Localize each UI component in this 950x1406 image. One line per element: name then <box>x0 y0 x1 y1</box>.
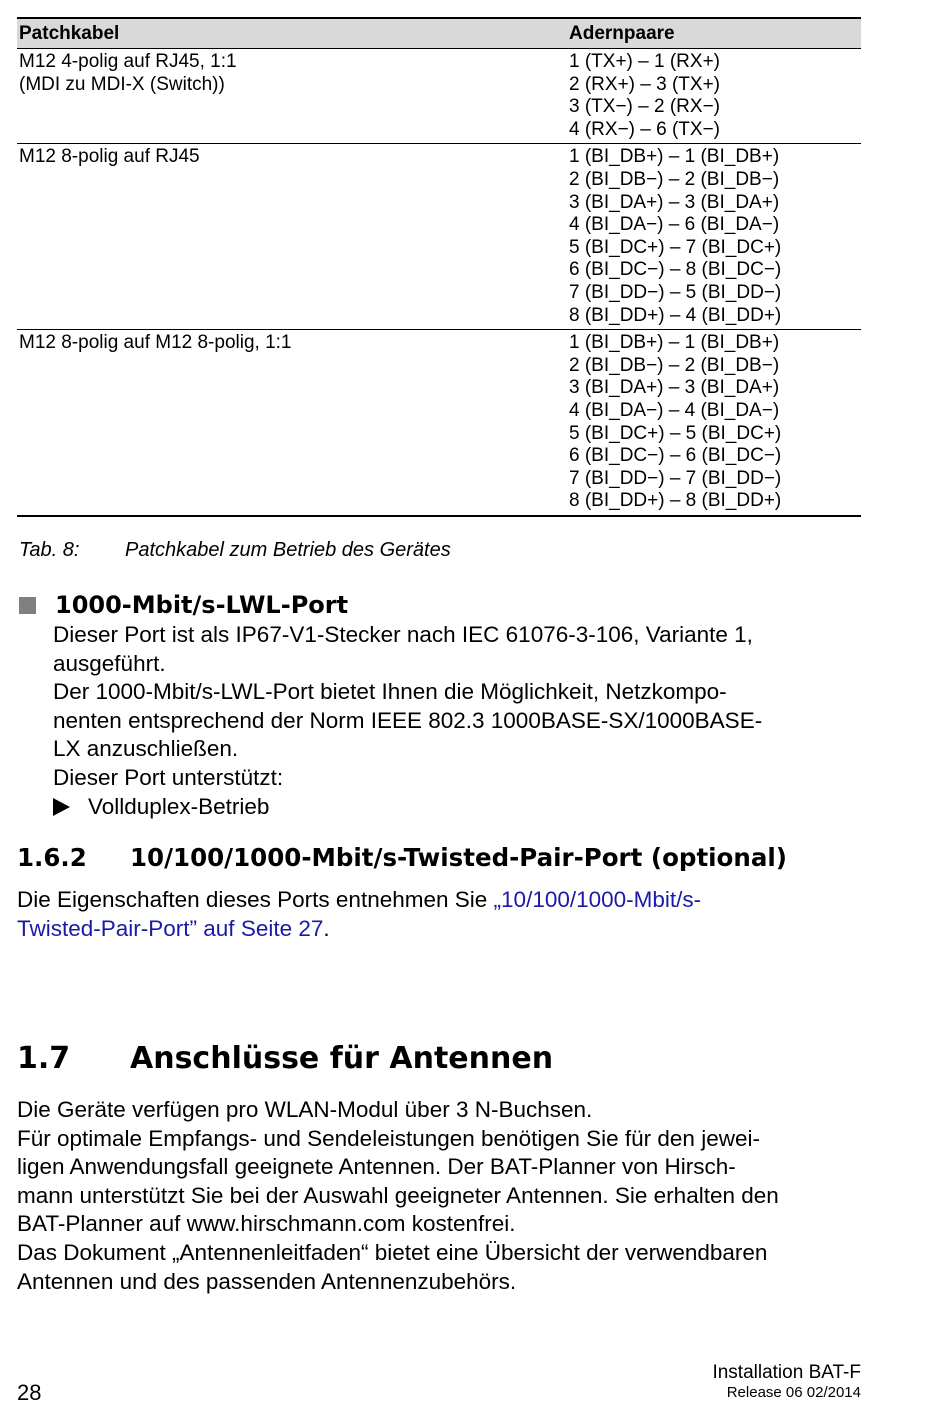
table-header <box>17 17 861 49</box>
caption-text: Patchkabel zum Betrieb des Gerätes <box>125 539 451 561</box>
body-line: Dieser Port unterstützt: <box>53 764 284 790</box>
pair-line: 8 (BI_DD+) – 4 (BI_DD+) <box>569 304 782 326</box>
lwl-port-section <box>17 589 877 821</box>
footer-doc-title: Installation BAT-F <box>712 1362 861 1383</box>
patchkabel-table <box>17 17 861 517</box>
pairs-cell <box>565 332 781 513</box>
table-row <box>17 144 861 330</box>
body-line: nenten entsprechend der Norm IEEE 802.3 1000BASE-SX/1000BASE- <box>53 707 763 733</box>
body-line: Antennen und des passenden Antennenzubehörs. <box>17 1268 517 1294</box>
pair-line: 2 (RX+) – 3 (TX+) <box>569 73 720 95</box>
section-number: 1.6.2 <box>17 843 87 872</box>
body-line: Die Geräte verfügen pro WLAN-Modul über 3 N-Buchsen. <box>17 1097 593 1122</box>
section-title: 10/100/1000-Mbit/s-Twisted-Pair-Port (optional) <box>130 843 787 872</box>
table-row <box>17 330 861 517</box>
pair-line: 3 (TX−) – 2 (RX−) <box>569 96 720 118</box>
pair-line: 1 (BI_DB+) – 1 (BI_DB+) <box>569 146 780 168</box>
pair-line: 2 (BI_DB−) – 2 (BI_DB−) <box>569 168 780 190</box>
cable-cell <box>17 146 565 327</box>
pair-line: 5 (BI_DC+) – 7 (BI_DC+) <box>569 236 782 258</box>
pair-line: 7 (BI_DD−) – 7 (BI_DD−) <box>569 467 782 489</box>
caption-label: Tab. 8: <box>19 539 80 561</box>
body-line: ausgeführt. <box>53 650 166 676</box>
section-1-6-2-paragraph <box>17 886 877 943</box>
pair-line: 4 (BI_DA−) – 6 (BI_DA−) <box>569 214 780 236</box>
table-row <box>17 49 861 144</box>
cable-cell <box>17 51 565 141</box>
body-line: LX anzuschließen. <box>53 736 239 762</box>
square-bullet-icon <box>19 597 36 614</box>
cable-line: M12 8-polig auf M12 8-polig, 1:1 <box>19 332 292 354</box>
pair-line: 5 (BI_DC+) – 5 (BI_DC+) <box>569 422 782 444</box>
pair-line: 6 (BI_DC−) – 6 (BI_DC−) <box>569 445 782 467</box>
pair-line: 6 (BI_DC−) – 8 (BI_DC−) <box>569 259 782 281</box>
sub-item-text: Vollduplex-Betrieb <box>88 793 270 819</box>
paragraph-text: Die Eigenschaften dieses Ports entnehmen Sie <box>17 887 494 912</box>
pair-line: 3 (BI_DA+) – 3 (BI_DA+) <box>569 377 780 399</box>
body-line: Der 1000-Mbit/s-LWL-Port bietet Ihnen die Möglichkeit, Netzkompo- <box>53 679 727 705</box>
cable-line: M12 8-polig auf RJ45 <box>19 146 200 168</box>
pair-line: 4 (RX−) – 6 (TX−) <box>569 118 720 140</box>
pair-line: 1 (BI_DB+) – 1 (BI_DB+) <box>569 332 780 354</box>
pair-line: 3 (BI_DA+) – 3 (BI_DA+) <box>569 191 780 213</box>
footer-info <box>712 1362 861 1402</box>
pairs-cell <box>565 146 781 327</box>
cable-line: (MDI zu MDI-X (Switch)) <box>19 73 225 95</box>
header-patchkabel: Patchkabel <box>19 22 120 44</box>
section-heading-1-7 <box>17 1041 553 1076</box>
footer-release: Release 06 02/2014 <box>726 1384 861 1401</box>
cross-reference-link[interactable]: „10/100/1000-Mbit/s- <box>493 887 702 912</box>
pair-line: 7 (BI_DD−) – 5 (BI_DD−) <box>569 281 782 303</box>
lwl-port-heading <box>17 589 877 621</box>
cable-cell <box>17 332 565 513</box>
section-1-7-paragraph <box>17 1096 877 1296</box>
lwl-port-body <box>17 621 877 821</box>
body-line: ligen Anwendungsfall geeignete Antennen. Der BAT-Planner von Hirsch- <box>17 1154 736 1180</box>
section-number: 1.7 <box>17 1041 71 1076</box>
page-number: 28 <box>17 1380 42 1405</box>
body-line: BAT-Planner auf www.hirschmann.com kostenfrei. <box>17 1211 516 1237</box>
pair-line: 4 (BI_DA−) – 4 (BI_DA−) <box>569 399 780 421</box>
list-item <box>53 793 877 822</box>
triangle-bullet-icon <box>53 798 70 816</box>
lwl-port-title: 1000-Mbit/s-LWL-Port <box>55 591 349 619</box>
cross-reference-link[interactable]: Twisted-Pair-Port” auf Seite 27 <box>17 915 324 941</box>
body-line: Für optimale Empfangs- und Sendeleistungen benötigen Sie für den jewei- <box>17 1125 760 1151</box>
header-adernpaare: Adernpaare <box>569 22 675 44</box>
cable-line: M12 4-polig auf RJ45, 1:1 <box>19 51 237 72</box>
pairs-cell <box>565 51 720 141</box>
table-caption <box>19 539 451 562</box>
body-line: mann unterstützt Sie bei der Auswahl geeigneter Antennen. Sie erhalten den <box>17 1182 779 1208</box>
body-line: Das Dokument „Antennenleitfaden“ bietet eine Übersicht der verwendbaren <box>17 1239 768 1265</box>
paragraph-text: . <box>323 915 330 941</box>
pair-line: 2 (BI_DB−) – 2 (BI_DB−) <box>569 354 780 376</box>
section-heading-1-6-2 <box>17 843 787 872</box>
body-line: Dieser Port ist als IP67-V1-Stecker nach IEC 61076-3-106, Variante 1, <box>53 622 753 647</box>
section-title: Anschlüsse für Antennen <box>130 1041 554 1076</box>
pair-line: 1 (TX+) – 1 (RX+) <box>569 51 720 72</box>
pair-line: 8 (BI_DD+) – 8 (BI_DD+) <box>569 490 782 512</box>
